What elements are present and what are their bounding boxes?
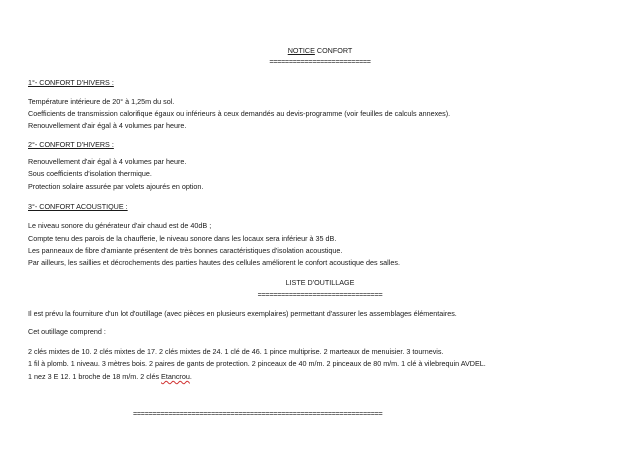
- section-1-line-2: Coefficients de transmission calorifique égaux ou inférieurs à ceux demandés au devis-programme (voir feuilles de calculs annexes).: [28, 109, 451, 118]
- section-3-line-4: Par ailleurs, les saillies et décrochements des parties hautes des cellules améliorent le confort acoustique des salles.: [28, 258, 400, 267]
- outillage-title-rule: ================================: [257, 290, 383, 299]
- section-1-heading: 1°- CONFORT D'HIVERS :: [28, 78, 114, 87]
- section-1-line-3: Renouvellement d'air égal à 4 volumes par heure.: [28, 121, 187, 130]
- footer-rule: ================================================================: [133, 409, 383, 418]
- notice-title-main: NOTICE: [287, 46, 315, 55]
- section-3-heading: 3°- CONFORT ACOUSTIQUE :: [28, 202, 128, 211]
- section-2-heading: 2°- CONFORT D'HIVERS :: [28, 140, 114, 149]
- outillage-title: LISTE D'OUTILLAGE: [285, 278, 355, 287]
- section-3-line-3: Les panneaux de fibre d'amiante présentent de très bonnes caractéristiques d'isolation acoustique.: [28, 246, 343, 255]
- section-2-line-1: Renouvellement d'air égal à 4 volumes par heure.: [28, 157, 187, 166]
- outillage-items-line-3-etancrou: Etancrou: [161, 372, 190, 381]
- section-3-line-2: Compte tenu des parois de la chaufferie, le niveau sonore dans les locaux sera inférieur à 35 dB.: [28, 234, 337, 243]
- outillage-items-line-3: [28, 373, 192, 380]
- section-2-line-3: Protection solaire assurée par volets ajourés en option.: [28, 182, 204, 191]
- outillage-items-line-3-start: 1 nez 3 E 12. 1 broche de 18 m/m. 2 clés: [28, 372, 162, 381]
- notice-title-rule: ==========================: [269, 57, 371, 66]
- notice-title-rest: CONFORT: [314, 46, 353, 55]
- notice-title: [0, 47, 640, 54]
- outillage-items-line-3-tail: .: [189, 372, 192, 381]
- outillage-items-line-2: 1 fil à plomb. 1 niveau. 3 mètres bois. 2 paires de gants de protection. 2 pinceaux de 40 m/m. 2 pinceaux de 80 m/m. 1 clé à vilebrequin AVDEL.: [28, 359, 486, 368]
- outillage-items-line-1: 2 clés mixtes de 10. 2 clés mixtes de 17. 2 clés mixtes de 24. 1 clé de 46. 1 pince multiprise. 2 marteaux de menuisier. 3 tournevis.: [28, 347, 444, 356]
- section-3-line-1: Le niveau sonore du générateur d'air chaud est de 40dB ;: [28, 221, 212, 230]
- section-2-line-2: Sous coefficients d'isolation thermique.: [28, 169, 152, 178]
- section-1-line-1: Température intérieure de 20° à 1,25m du sol.: [28, 97, 175, 106]
- outillage-intro: Il est prévu la fourniture d'un lot d'outillage (avec pièces en plusieurs exemplaires) permettant d'assurer les assemblages élémentaires.: [28, 309, 457, 318]
- outillage-comprend: Cet outillage comprend :: [28, 327, 106, 336]
